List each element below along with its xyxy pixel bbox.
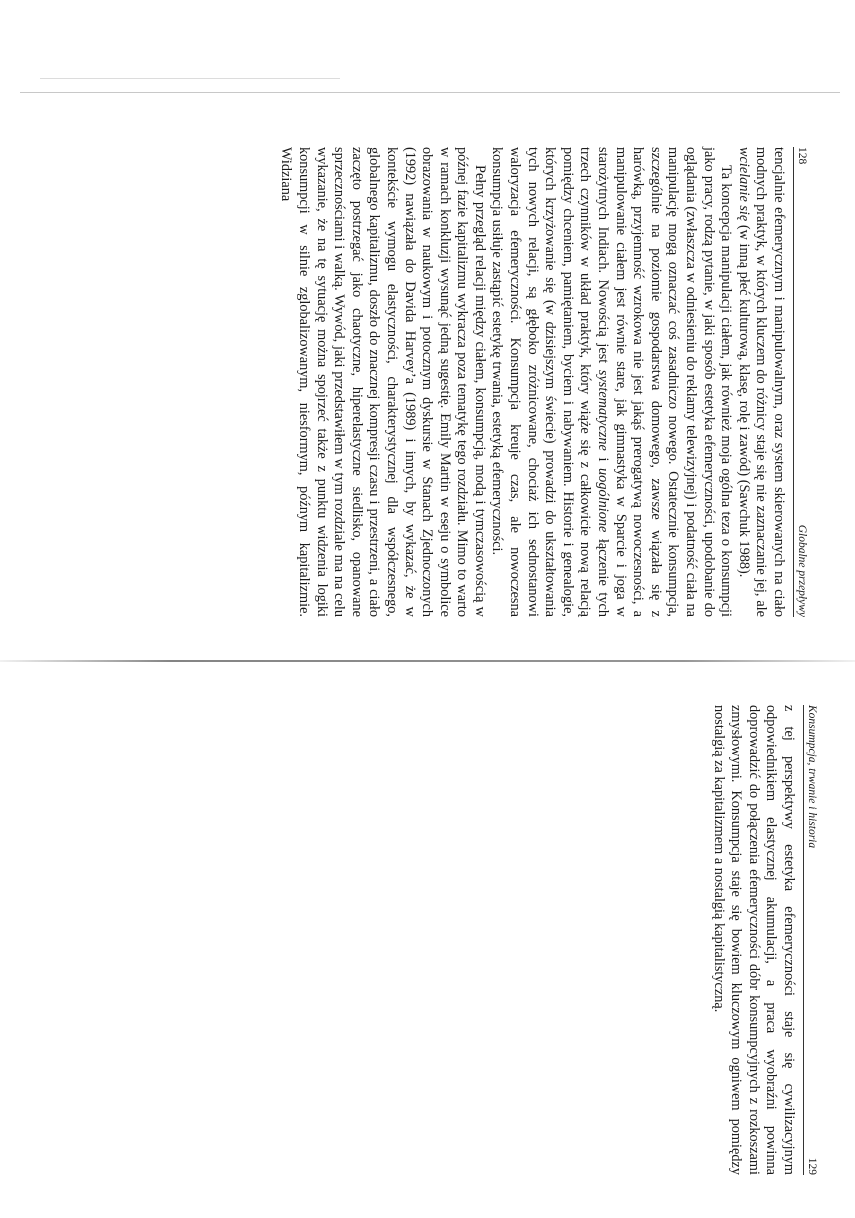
italic-text-run: systematyczne [595, 369, 612, 451]
running-head-title: Globalne przepływy [796, 524, 808, 617]
paragraph [734, 147, 787, 617]
text-run: z tej perspektywy estetyka efemeryczności staje się cywilizacyjnym odpowiednikiem elastycznej akumulacji, a praca wyobraźni powinna doprowadzić do połączenia efemeryczności dóbr konsumpcyjnych z rozkoszami zmysłowymi. Konsumpcja staje się bowiem kluczowym ogniwem pomiędzy nostalgią za kapitalizmem a nostalgią kapitalistyczną. [710, 705, 797, 1175]
text-run: Ta koncepcja manipulacji ciałem, jak również moja ogólna teza o konsumpcji jako pracy, rodzą pytanie, w jaki sposób estetyka efemeryczności, upodobanie do oglądania (zwłaszcza w odniesieniu do reklamy telewizyjnej) i podatność ciała na manipulację mogą oznaczać coś zasadniczo nowego. Ostatecznie konsumpcja, szczególnie na poziomie gospodarstwa domowego, zawsze wiązała się z harówką, przyjemność wzrokowa nie jest jakąś prerogatywą nowoczesności, a manipulowanie ciałem jest równie stare, jak gimnastyka w Sparcie i joga w starożytnych Indiach. Nowością jest [595, 147, 735, 617]
page-number: 128 [796, 147, 808, 165]
running-head-title: Konsumpcja, trwanie i historia [806, 705, 818, 849]
text-run: i [595, 450, 612, 469]
page-gutter [0, 660, 855, 662]
page-129 [668, 705, 818, 1175]
text-run: tencjalnie efemerycznym i manipulowalnym, oraz system skierowanych na ciało modnych praktyk, w których kluczem do różnicy staje się nie zaznaczanie jej, ale [753, 147, 787, 617]
text-run: (w inną płeć kulturową, klasę, rolę i zawód) (Sawchuk 1988). [735, 221, 752, 578]
paragraph [709, 705, 797, 1175]
scan-edge-line [20, 92, 840, 93]
italic-text-run: uogólnione [595, 468, 612, 533]
paragraph [488, 147, 734, 617]
running-head [803, 705, 818, 1175]
page-128 [48, 147, 808, 617]
running-head [793, 147, 808, 617]
paragraph [277, 147, 488, 617]
page-number: 129 [806, 1157, 818, 1175]
text-run: łączenie tych trzech czynników w układ praktyk, który wiąże się z całkowicie nową relacją pomiędzy chceniem, pamiętaniem, byciem i nabywaniem. Historie i genealogie, których krzyżowanie się (w dzisiejszym świecie) prowadzi do ukształtowania tych nowych relacji, są głęboko zróżnicowane, chociaż ich sednostanowi waloryzacja efemeryczności. Konsumpcja kreuje czas, ale nowoczesna konsumpcja usiłuje zastąpić estetykę trwania, estetyką efemeryczności. [489, 147, 612, 617]
body-text [277, 147, 787, 617]
text-run: Pełny przegląd relacji między ciałem, konsumpcją, modą i tymczasowością w późnej fazie kapitalizmu wykracza poza tematykę tego rozdziału. Mimo to warto w ramach konkluzji wysunąć jedną sugestię. Emily Martin w eseju o symbolice obrazowania w naukowym i potocznym dyskursie w Stanach Zjednoczonych (1992) nawiązała do Davida Harvey’a (1989) i innych, by wykazać, że w kontekście wymogu elastyczności, charakterystycznej dla współczesnego, globalnego kapitalizmu, doszło do znacznej kompresji czasu i przestrzeni, a ciało zaczęto postrzegać jako chaotyczne, hiperelastyczne siedlisko, opanowane sprzecznościami i walką. Wywód, jaki przedstawiłem w tym rozdziale ma na celu wykazanie, że na tę sytuację można spojrzeć także z punktu widzenia logiki konsumpcji w silnie zglobalizowanym, niesformym, późnym kapitalizmie. Widziana [278, 147, 488, 617]
body-text [709, 705, 797, 1175]
scan-edge-line [40, 78, 340, 79]
italic-text-run: wcielanie się [735, 147, 752, 222]
